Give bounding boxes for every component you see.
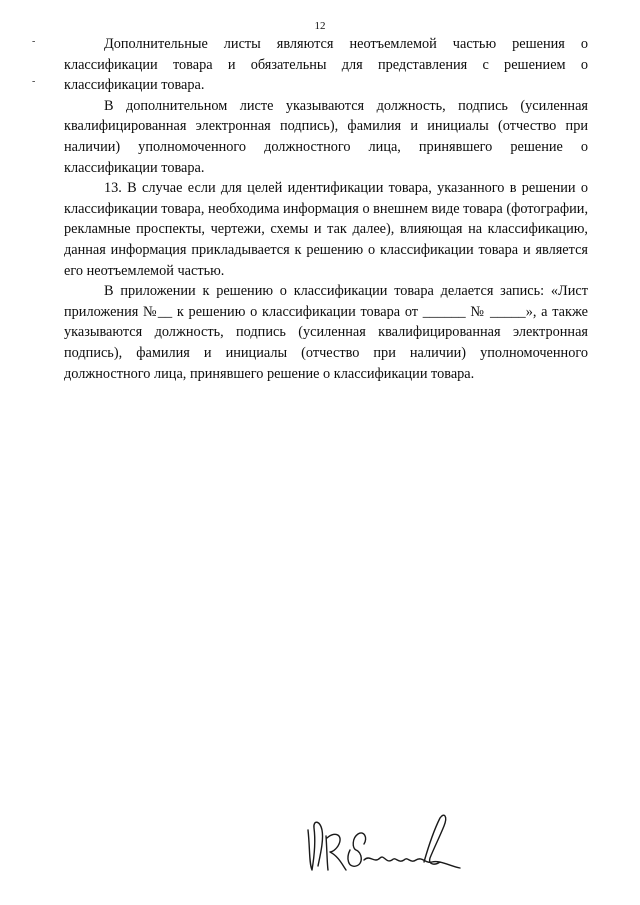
document-body xyxy=(64,34,588,384)
paragraph-appendix-record: В приложении к решению о классификации товара делается запись: «Лист приложения №__ к решению о классификации товара от ______ № _____», а также указываются должность, подпись (усиленная квалифицированная электронная подпись), фамилия и инициалы (отчество при наличии) уполномоченного должностного лица, принявшего решение о классификации товара. xyxy=(64,283,588,382)
margin-mark: - xyxy=(32,36,36,47)
page-number: 12 xyxy=(314,20,326,32)
paragraph-additional-sheets: Дополнительные листы являются неотъемлемой частью решения о классификации товара и обязательны для представления с решением о классификации товара. xyxy=(64,36,588,94)
handwritten-signature xyxy=(300,808,480,888)
paragraph-item-13: 13. В случае если для целей идентификации товара, указанного в решении о классификации товара, необходима информация о внешнем виде товара (фотографии, рекламные проспекты, чертежи, схемы и так далее), влияющая на классификацию, данная информация прикладывается к решению о классификации товара и является его неотъемлемой частью. xyxy=(64,180,589,279)
margin-mark: - xyxy=(32,76,36,87)
paragraph-sheet-signature: В дополнительном листе указываются должность, подпись (усиленная квалифицированная электронная подпись), фамилия и инициалы (отчество при наличии) уполномоченного должностного лица, принявшего решение о классификации товара. xyxy=(64,97,588,176)
